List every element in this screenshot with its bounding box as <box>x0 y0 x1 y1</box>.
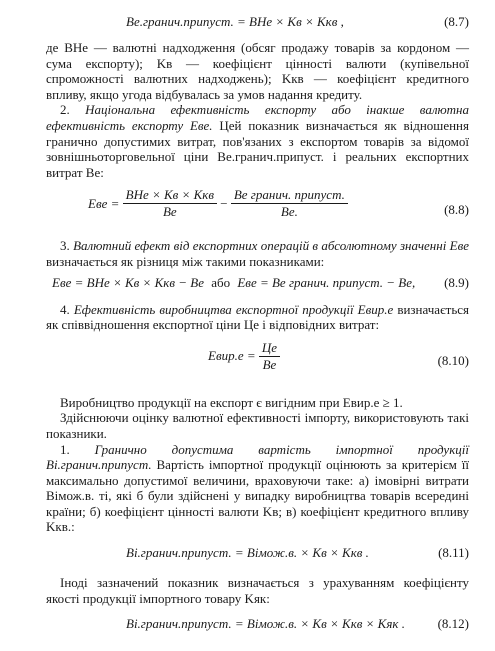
p2-rest: Цей показник визначається як відношення гранично допустимих витрат, пов'язаних з експортом товарів за відомої зовнішньоторговельної ціни Bе.гранич.припуст. і реальних експортних витрат Bе: <box>46 117 469 180</box>
equation-8-10 <box>46 333 469 387</box>
paragraph-national-efficiency <box>46 102 469 180</box>
eq810-numerator: Це <box>259 341 280 357</box>
eq88-frac2-numerator: Bе гранич. припуст. <box>231 188 348 204</box>
eq87-rhs: = BHе × Kв × Kкв , <box>237 14 344 29</box>
eq88-frac2-denominator: Bе. <box>280 204 298 220</box>
eq811-lhs: Bі.гранич.припуст. <box>126 545 232 561</box>
eq89-left: Eве = BHе × Kв × Kкв − Bе <box>52 274 204 290</box>
paragraph-import-intro: Здійснюючи оцінку валютної ефективності імпорту, використовують такі показники. <box>46 410 469 441</box>
paragraph-currency-effect <box>46 238 469 269</box>
p4-title: Ефективність виробництва експортної продукції Eвир.е <box>73 301 394 317</box>
eq87-lhs: Bе.гранич.припуст. <box>126 14 234 29</box>
equation-8-11 <box>46 535 469 569</box>
p3-rest: визначається як різниця між такими показниками: <box>46 253 325 269</box>
eq812-number: (8.12) <box>437 616 469 632</box>
eq810-fraction <box>259 341 280 372</box>
eq89-number: (8.9) <box>444 274 469 290</box>
eq810-denominator: Bе <box>262 356 277 372</box>
eq88-fraction-2 <box>231 188 348 219</box>
eq87-number: (8.7) <box>444 14 469 29</box>
paragraph-quality-coefficient: Іноді зазначений показник визначається з урахуванням коефіцієнту якості продукції імпортного товару Kяк: <box>46 575 469 606</box>
eq810-number: (8.10) <box>437 352 469 368</box>
paragraph-production-efficiency <box>46 302 469 333</box>
eq89-right: Eве = Bе гранич. припуст. − Bе, <box>237 274 416 290</box>
p4-lead: 4. <box>60 301 74 317</box>
paragraph-max-import-value <box>46 442 469 536</box>
p2-lead: 2. <box>60 102 86 118</box>
equation-8-12 <box>46 606 469 640</box>
p4-rest: визначається як співвідношення експортної ціни Це і відповідних витрат: <box>46 301 470 333</box>
eq811-number: (8.11) <box>438 545 469 561</box>
eq812-lhs: Bі.гранич.припуст. <box>126 616 232 632</box>
p3-title: Валютний ефект від експортних операцій в абсолютному значенні Eве <box>73 238 469 254</box>
eq88-number: (8.8) <box>444 202 469 218</box>
p7-rest: Вартість імпортної продукції оцінюють за критерієм її максимально допустимої величини, враховуючи таке: а) імовірні витрати Bімож.в. ті, які б були здійснені у випадку виробництва товарів всередині країни; б) коефіцієнт цінності валюти Kв; в) коефіцієнт кредитного впливу Kкв.: <box>46 457 469 535</box>
eq89-or: або <box>211 274 231 290</box>
eq812-rhs: = Bімож.в. × Kв × Kкв × Kяк . <box>234 616 405 632</box>
p7-lead: 1. <box>60 441 95 457</box>
eq88-lhs: Eве = <box>88 196 120 212</box>
eq810-lhs: Eвир.е = <box>208 348 256 364</box>
p7-title: Гранично допустима вартість імпортної продукції Bі.гранич.припуст. <box>46 441 469 473</box>
eq88-frac1-numerator: BHе × Kв × Kкв <box>123 188 217 204</box>
p3-lead: 3. <box>60 238 74 254</box>
paragraph-profitable-condition: Виробництво продукції на експорт є вигідним при Eвир.е ≥ 1. <box>60 394 403 410</box>
equation-8-9 <box>46 270 469 296</box>
p2-title: Національна ефективність експорту або інакше валютна ефективність експорту Eве. <box>46 102 469 133</box>
eq88-minus: − <box>220 196 228 212</box>
equation-8-7 <box>46 6 469 40</box>
eq88-fraction-1 <box>123 188 217 219</box>
paragraph-definitions: де BHе — валютні надходження (обсяг продажу товарів за кордоном — сума експорту); Kв — коефіцієнт цінності валюти (купівельної спроможності валютних надходжень); Kкв — коефіцієнт кредитного впливу, якщо угода відбувалась за умов надання кредиту. <box>46 40 469 102</box>
eq811-rhs: = Bімож.в. × Kв × Kкв . <box>234 545 369 561</box>
equation-8-8 <box>46 180 469 238</box>
eq88-frac1-denominator: Bе <box>162 204 177 220</box>
